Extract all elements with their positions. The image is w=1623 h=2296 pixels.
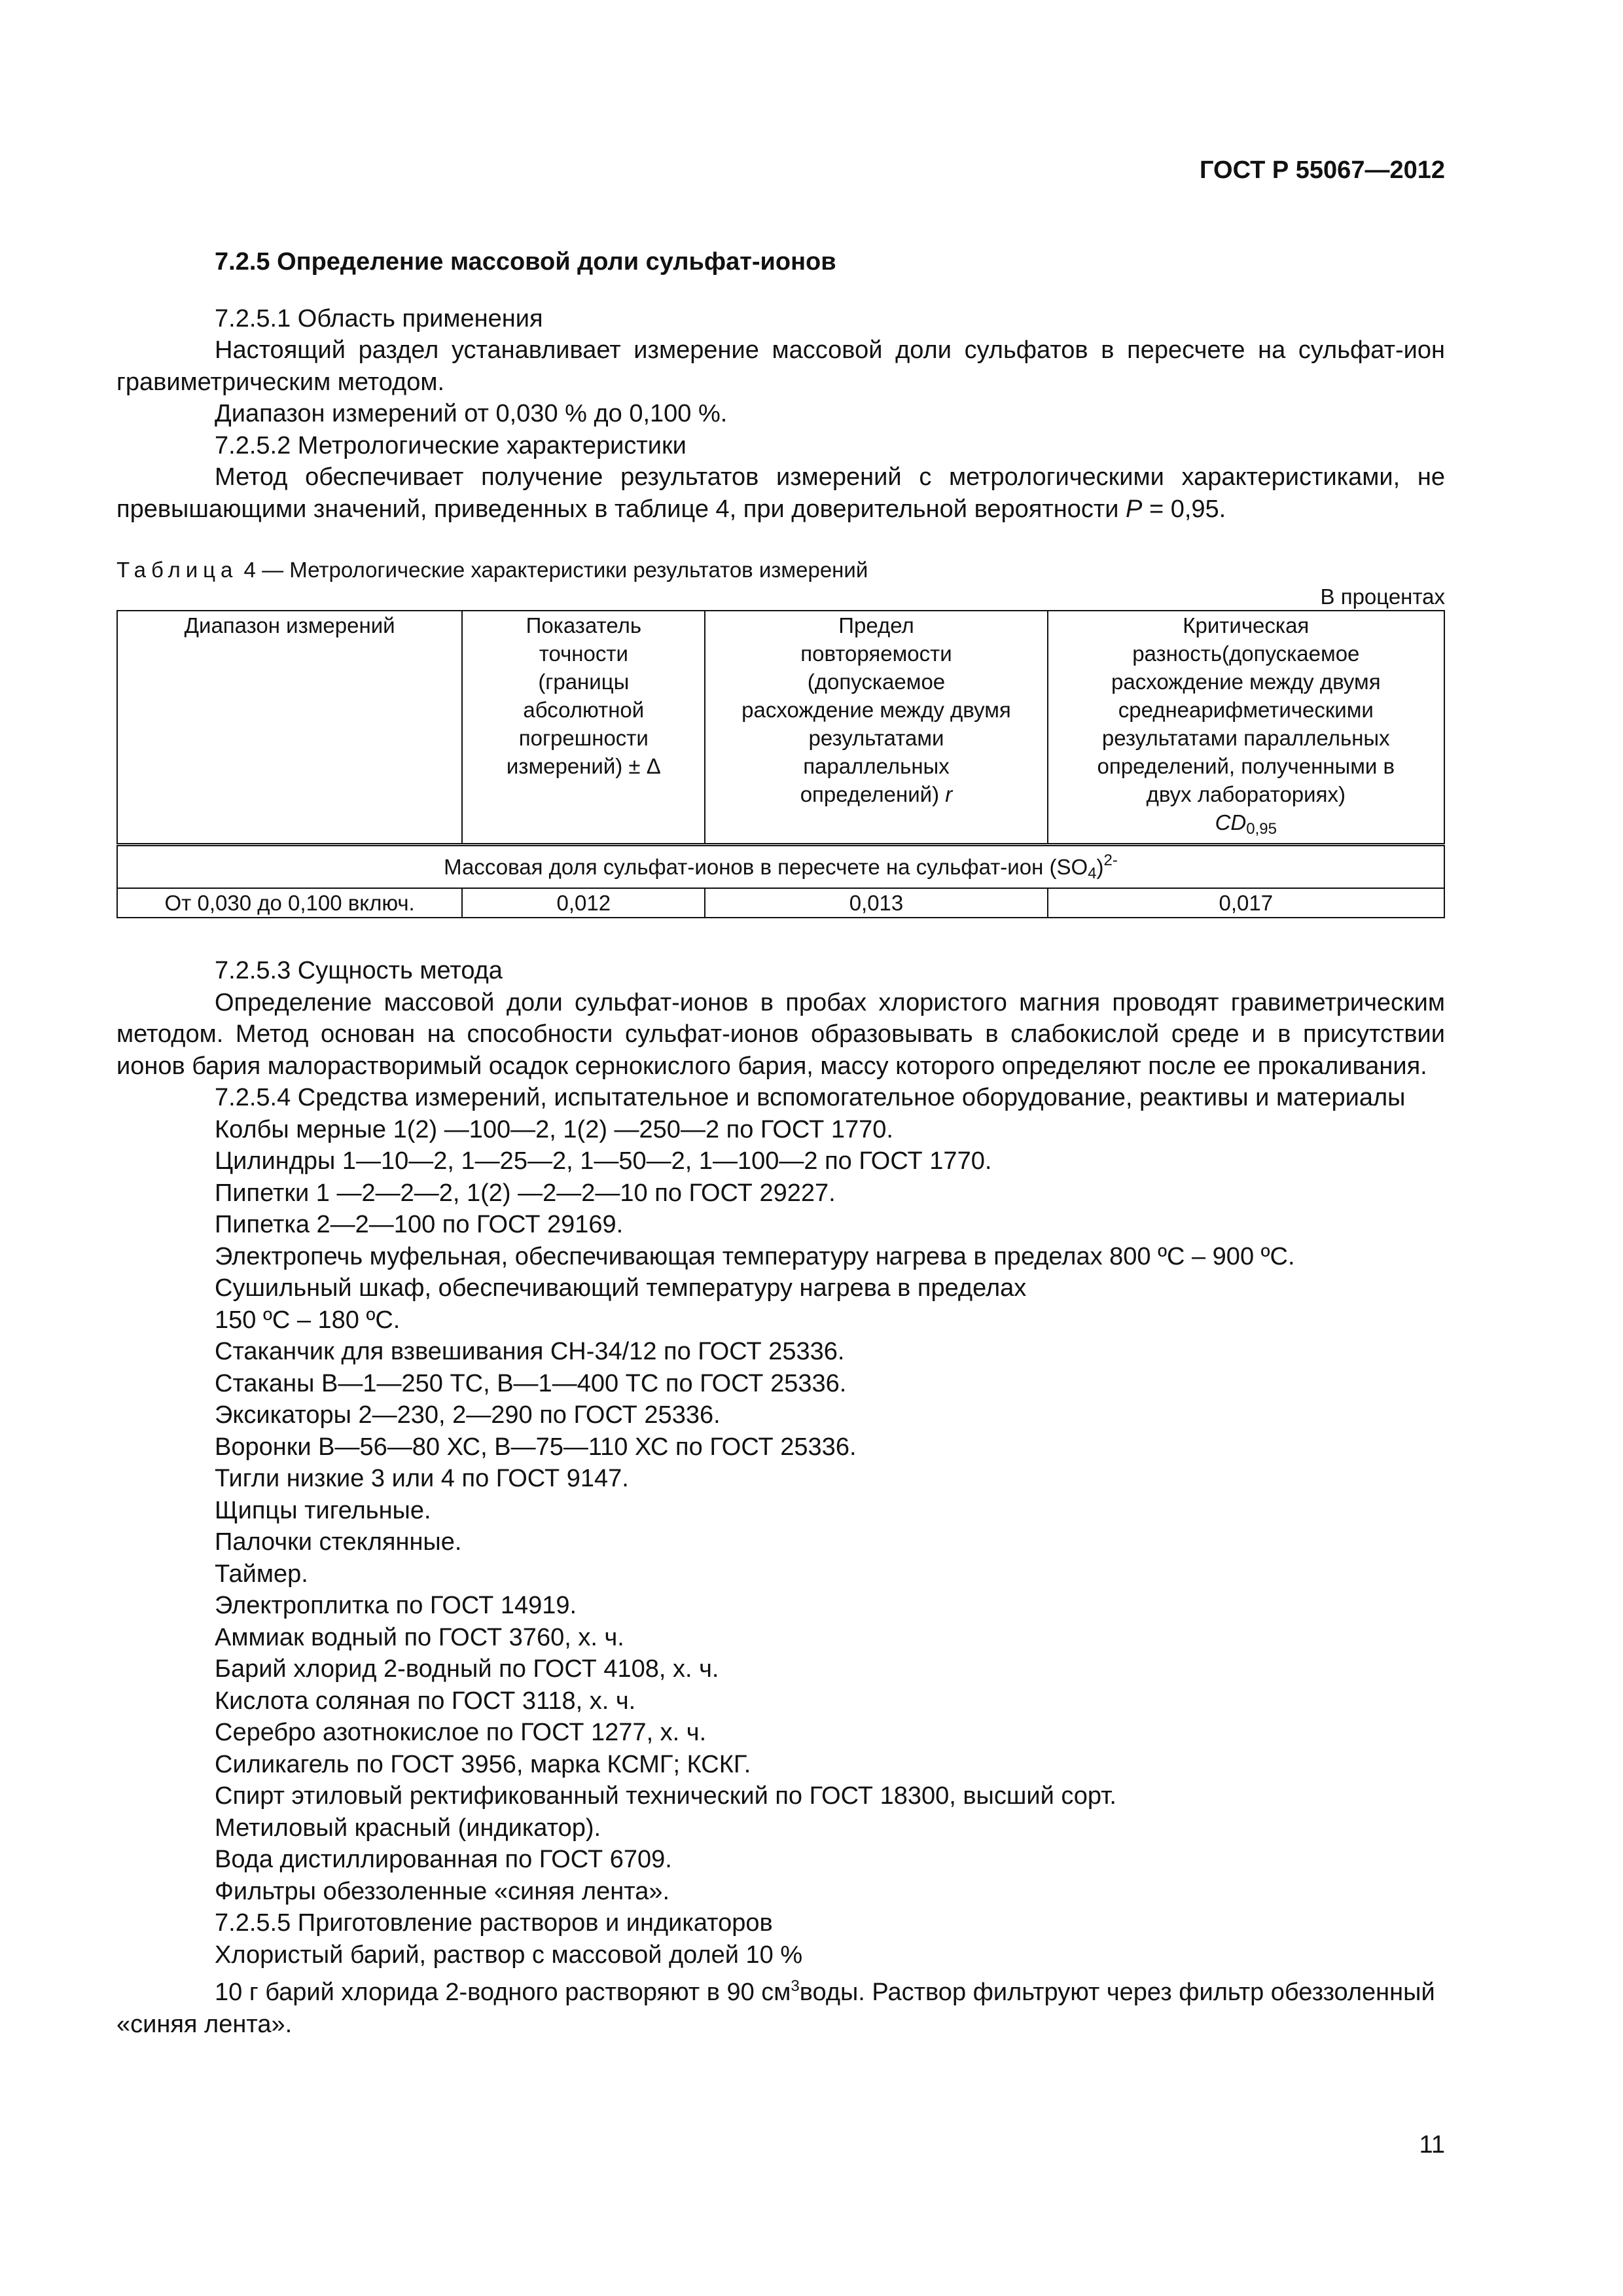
list-item: Электроплитка по ГОСТ 14919. xyxy=(215,1592,577,1619)
list-item: Вода дистиллированная по ГОСТ 6709. xyxy=(215,1846,672,1873)
equipment-list xyxy=(116,1114,1445,1908)
s5-text: 10 г барий хлорида 2-водного растворяют в 90 $см^3воды$. Раствор фильтруют через фильтр обеззоленный «синяя лента». xyxy=(116,1977,1435,2038)
list-item: Фильтры обеззоленные «синяя лента». xyxy=(215,1877,670,1905)
s5-heading: 7.2.5.5 Приготовление растворов и индикаторов xyxy=(215,1909,773,1937)
list-item: 150 ºС – 180 ºС. xyxy=(215,1306,401,1334)
list-item: Тигли низкие 3 или 4 по ГОСТ 9147. xyxy=(215,1465,629,1492)
list-item: Палочки стеклянные. xyxy=(215,1528,462,1556)
list-item: Стаканы В—1—250 ТС, В—1—400 ТС по ГОСТ 25336. xyxy=(215,1369,847,1397)
list-item: Кислота соляная по ГОСТ 3118, х. ч. xyxy=(215,1687,636,1715)
s5-item: Хлористый барий, раствор с массовой долей 10 % xyxy=(215,1941,803,1969)
table-caption: Таблица 4 — Метрологические характеристики результатов измерений xyxy=(116,558,868,582)
s4-heading: 7.2.5.4 Средства измерений, испытательное и вспомогательное оборудование, реактивы и материалы xyxy=(215,1084,1406,1111)
s1-heading: 7.2.5.1 Область применения xyxy=(215,304,543,332)
s1-text: Настоящий раздел устанавливает измерение массовой доли сульфатов в пересчете на сульфат-ион гравиметрическим методом. xyxy=(116,336,1445,396)
s2-text: Метод обеспечивает получение результатов измерений с метрологическими характеристиками, не превышающими значений, приведенных в таблице 4, при доверительной вероятности P = 0,95. xyxy=(116,463,1445,523)
table-section-row xyxy=(117,845,1444,889)
s3-heading: 7.2.5.3 Сущность метода xyxy=(215,957,503,984)
cell-r: 0,013 xyxy=(705,888,1047,918)
header-accuracy: Показатель точности (границы абсолютной погрешности измерений) ± Δ xyxy=(462,611,705,845)
table-header-row xyxy=(117,611,1444,845)
document-header: ГОСТ Р 55067—2012 xyxy=(1200,156,1445,184)
list-item: Эксикаторы 2—230, 2—290 по ГОСТ 25336. xyxy=(215,1401,721,1429)
cell-cd: 0,017 xyxy=(1048,888,1444,918)
list-item: Серебро азотнокислое по ГОСТ 1277, х. ч. xyxy=(215,1719,707,1746)
metrology-table xyxy=(116,610,1445,918)
s1-range: Диапазон измерений от 0,030 % до 0,100 %. xyxy=(215,400,728,427)
list-item: Метиловый красный (индикатор). xyxy=(215,1814,601,1842)
list-item: Спирт этиловый ректификованный технический по ГОСТ 18300, высший сорт. xyxy=(215,1782,1116,1810)
cell-range: От 0,030 до 0,100 включ. xyxy=(117,888,462,918)
table-row xyxy=(117,888,1444,918)
list-item: Пипетка 2—2—100 по ГОСТ 29169. xyxy=(215,1211,624,1238)
list-item: Силикагель по ГОСТ 3956, марка КСМГ; КСКГ. xyxy=(215,1750,751,1778)
list-item: Щипцы тигельные. xyxy=(215,1496,431,1524)
header-repeatability: Предел повторяемости (допускаемое расхождение между двумя результатами параллельных определений) r xyxy=(705,611,1047,845)
list-item: Колбы мерные 1(2) —100—2, 1(2) —250—2 по ГОСТ 1770. xyxy=(215,1115,893,1143)
section-title: 7.2.5 Определение массовой доли сульфат-ионов xyxy=(215,248,836,276)
list-item: Стаканчик для взвешивания СН-34/12 по ГОСТ 25336. xyxy=(215,1338,845,1365)
list-item: Сушильный шкаф, обеспечивающий температуру нагрева в пределах xyxy=(215,1274,1027,1302)
header-range: Диапазон измерений xyxy=(117,611,462,845)
list-item: Цилиндры 1—10—2, 1—25—2, 1—50—2, 1—100—2 по ГОСТ 1770. xyxy=(215,1147,992,1175)
list-item: Электропечь муфельная, обеспечивающая температуру нагрева в пределах 800 ºС – 900 ºС. xyxy=(215,1242,1295,1270)
header-critical-difference: Критическая разность(допускаемое расхождение между двумя среднеарифметическими результатами параллельных определений, полученными в двух лабораториях) $CD_{0,95}$ xyxy=(1048,611,1444,845)
document-body xyxy=(116,154,1445,2040)
list-item: Барий хлорид 2-водный по ГОСТ 4108, х. ч. xyxy=(215,1655,719,1683)
list-item: Таймер. xyxy=(215,1560,308,1588)
table-unit: В процентах xyxy=(1320,584,1445,609)
page-number: 11 xyxy=(1419,2131,1445,2159)
list-item: Пипетки 1 —2—2—2, 1(2) —2—2—10 по ГОСТ 29227. xyxy=(215,1179,836,1207)
list-item: Воронки В—56—80 ХС, В—75—110 ХС по ГОСТ 25336. xyxy=(215,1433,857,1461)
s3-text: Определение массовой доли сульфат-ионов в пробах хлористого магния проводят гравиметрическим методом. Метод основан на способности сульфат-ионов образовывать в слабокислой среде и в присутствии ионов бария малорастворимый осадок сернокислого бария, массу которого определяют после ее прокаливания. xyxy=(116,988,1445,1080)
s2-heading: 7.2.5.2 Метрологические характеристики xyxy=(215,431,687,459)
list-item: Аммиак водный по ГОСТ 3760, х. ч. xyxy=(215,1623,624,1651)
cell-delta: 0,012 xyxy=(462,888,705,918)
table-section-label: Массовая доля сульфат-ионов в пересчете на сульфат-ион $(SO_4)^{2-}$ xyxy=(117,845,1444,889)
